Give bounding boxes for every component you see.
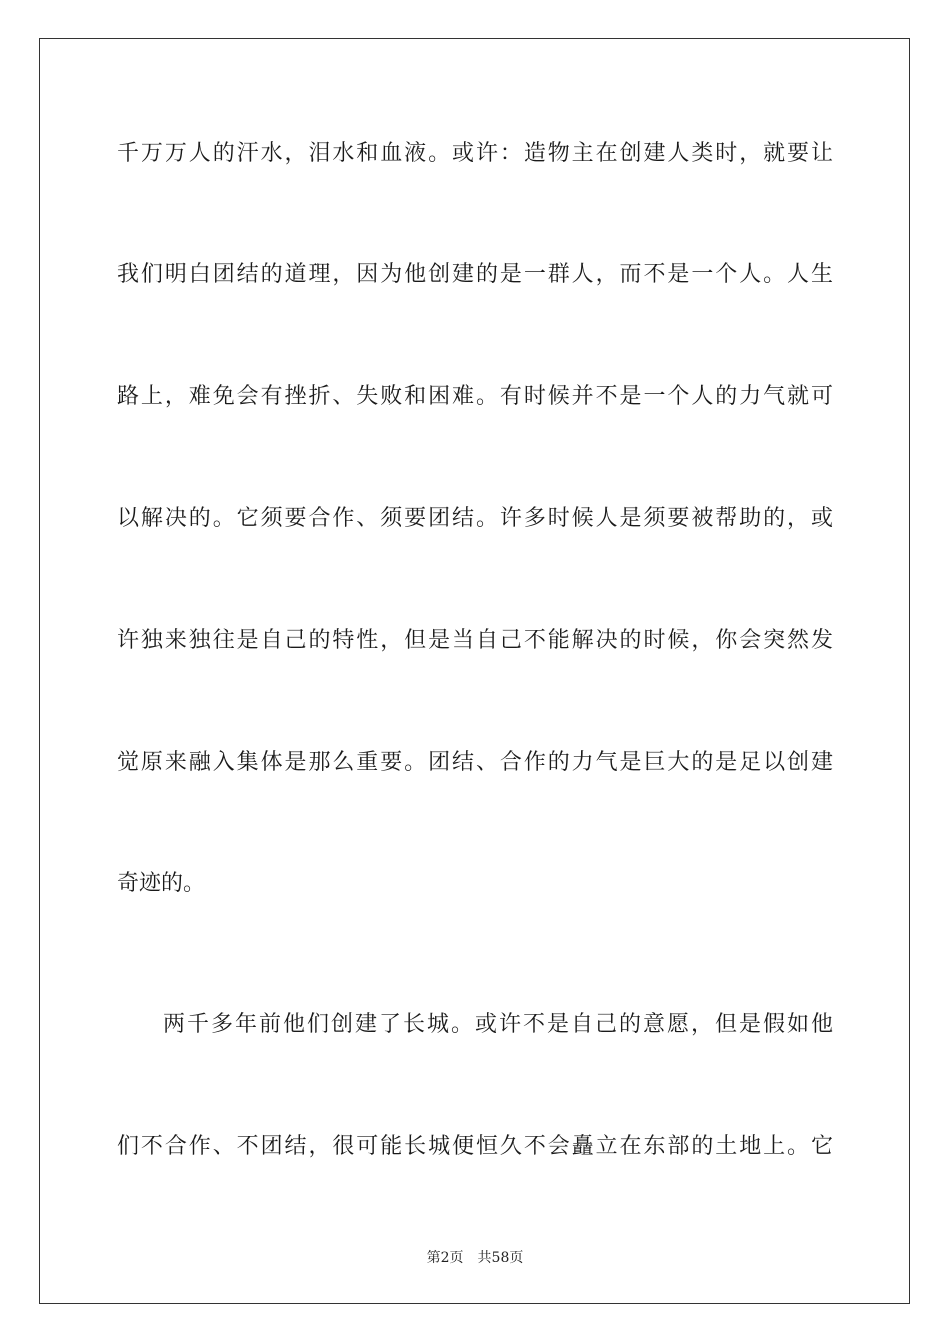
page-number: 第2页	[426, 1250, 464, 1266]
total-pages: 共58页	[477, 1250, 524, 1266]
text-line: 我们明白团结的道理，因为他创建的是一群人，而不是一个人。人生	[117, 262, 833, 287]
text-line: 们不合作、不团结，很可能长城便恒久不会矗立在东部的土地上。它	[117, 1134, 833, 1159]
page-border	[39, 38, 910, 1304]
text-line: 两千多年前他们创建了长城。或许不是自己的意愿，但是假如他	[163, 1012, 833, 1037]
text-line: 许独来独往是自己的特性，但是当自己不能解决的时候，你会突然发	[117, 628, 833, 653]
text-line: 以解决的。它须要合作、须要团结。许多时候人是须要被帮助的，或	[117, 506, 833, 531]
text-line: 奇迹的。	[117, 871, 206, 896]
text-line: 觉原来融入集体是那么重要。团结、合作的力气是巨大的是足以创建	[117, 750, 833, 775]
page-footer	[0, 1248, 950, 1268]
text-line: 路上，难免会有挫折、失败和困难。有时候并不是一个人的力气就可	[117, 384, 833, 409]
text-line: 千万万人的汗水，泪水和血液。或许：造物主在创建人类时，就要让	[117, 141, 833, 166]
